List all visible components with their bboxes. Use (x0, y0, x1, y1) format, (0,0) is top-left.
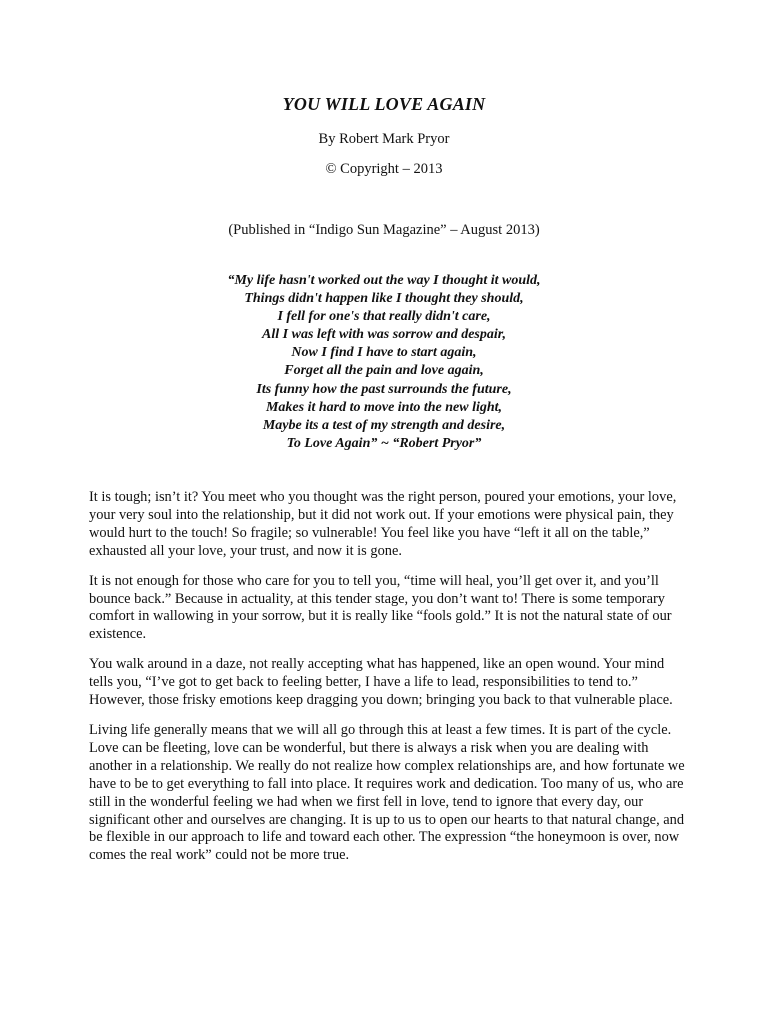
poem-line: Things didn't happen like I thought they should, (244, 291, 524, 307)
poem-line: Its funny how the past surrounds the future, (256, 381, 512, 397)
poem-line: Maybe its a test of my strength and desire, (262, 417, 506, 433)
copyright-line: © Copyright – 2013 (325, 161, 443, 177)
body-paragraph: It is not enough for those who care for you to tell you, “time will heal, you’ll get over it, and you’ll bounce back.” Because in actuality, at this tender stage, you don’t want to! There is some temporary comfort in wallowing in your sorrow, but it is really like “fools gold.” It is not the natural state of our existence. (89, 572, 672, 643)
poem-line: I fell for one's that really didn't care, (277, 309, 491, 325)
poem-line: Makes it hard to move into the new light, (265, 399, 503, 415)
poem-line: To Love Again” ~ “Robert Pryor” (286, 435, 482, 451)
body-paragraph: You walk around in a daze, not really accepting what has happened, like an open wound. Your mind tells you, “I’ve got to get back to feeling better, I have a life to lead, responsibilities to tend to.” However, those frisky emotions keep dragging you down; bringing you back to that vulnerable place. (89, 656, 673, 709)
article-body (89, 489, 685, 877)
publication-note: (Published in “Indigo Sun Magazine” – August 2013) (228, 222, 540, 238)
body-paragraph: Living life generally means that we will all go through this at least a few times. It is part of the cycle. Love can be fleeting, love can be wonderful, but there is always a risk when you are dealing with another in a relationship. We really do not realize how complex relationships are, and how fortunate we have to be to get everything to fall into place. It requires work and dedication. Too many of us, who are still in the wonderful feeling we had when we first fell in love, tend to ignore that every day, our significant other and ourselves are changing. It is up to us to open our hearts to that natural change, and be flexible in our approach to life and toward each other. The expression “the honeymoon is over, now comes the real work” could not be more true. (89, 721, 685, 864)
body-paragraph: It is tough; isn’t it? You meet who you thought was the right person, poured your emotions, your love, your very soul into the relationship, but it did not work out. If your emotions were physical pain, they would hurt to the touch! So fragile; so vulnerable! You feel like you have “left it all on the table,” exhausted all your love, your trust, and now it is gone. (89, 489, 677, 559)
poem-line: Forget all the pain and love again, (284, 363, 484, 379)
poem-line: Now I find I have to start again, (291, 345, 477, 361)
poem-line: All I was left with was sorrow and despair, (262, 327, 506, 343)
poem-block (0, 272, 768, 453)
document-title: YOU WILL LOVE AGAIN (282, 94, 486, 114)
poem-line: “My life hasn't worked out the way I thought it would, (227, 273, 541, 288)
author-line: By Robert Mark Pryor (318, 131, 450, 147)
